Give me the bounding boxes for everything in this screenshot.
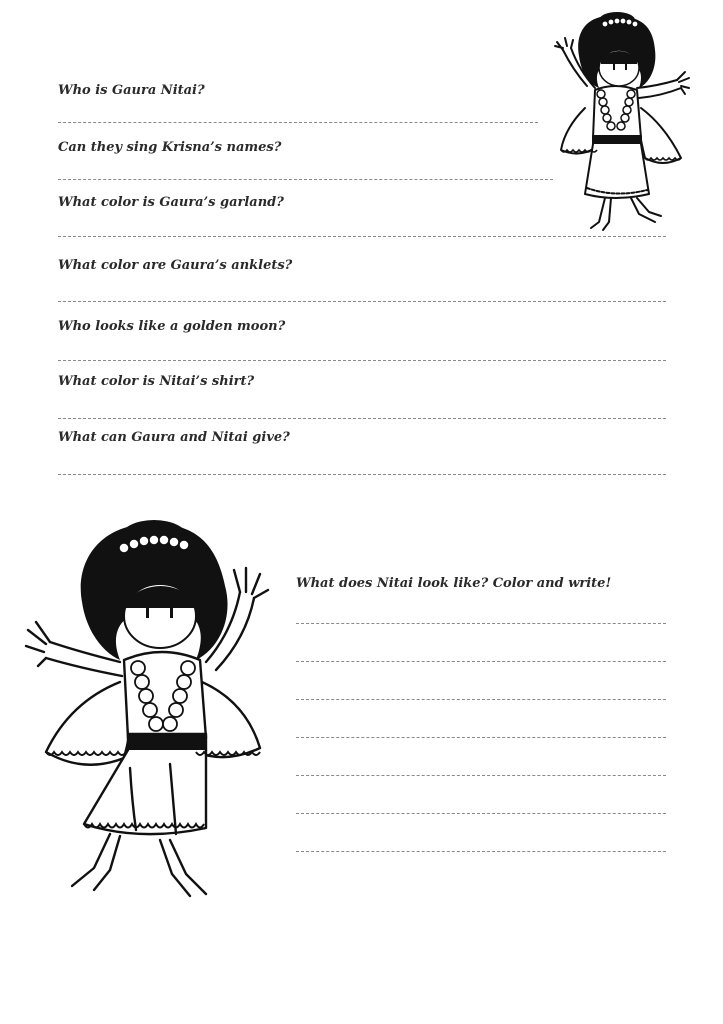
writing-line-7[interactable] (296, 851, 666, 852)
answer-line-1[interactable] (58, 122, 538, 123)
question-4: What color are Gaura’s anklets? (58, 258, 293, 273)
answer-line-6[interactable] (58, 418, 666, 419)
gaura-figure-illustration (545, 8, 695, 236)
question-3: What color is Gaura’s garland? (58, 195, 284, 210)
nitai-figure-illustration (20, 512, 280, 904)
writing-line-2[interactable] (296, 661, 666, 662)
writing-line-1[interactable] (296, 623, 666, 624)
writing-line-6[interactable] (296, 813, 666, 814)
writing-line-4[interactable] (296, 737, 666, 738)
question-5: Who looks like a golden moon? (58, 319, 286, 334)
answer-line-5[interactable] (58, 360, 666, 361)
writing-line-3[interactable] (296, 699, 666, 700)
answer-line-2[interactable] (58, 179, 553, 180)
writing-line-5[interactable] (296, 775, 666, 776)
activity-prompt: What does Nitai look like? Color and write! (296, 576, 612, 591)
question-6: What color is Nitai’s shirt? (58, 374, 255, 389)
question-2: Can they sing Krisna’s names? (58, 140, 282, 155)
answer-line-4[interactable] (58, 301, 666, 302)
answer-line-3[interactable] (58, 236, 666, 237)
question-7: What can Gaura and Nitai give? (58, 430, 290, 445)
question-1: Who is Gaura Nitai? (58, 83, 205, 98)
answer-line-7[interactable] (58, 474, 666, 475)
